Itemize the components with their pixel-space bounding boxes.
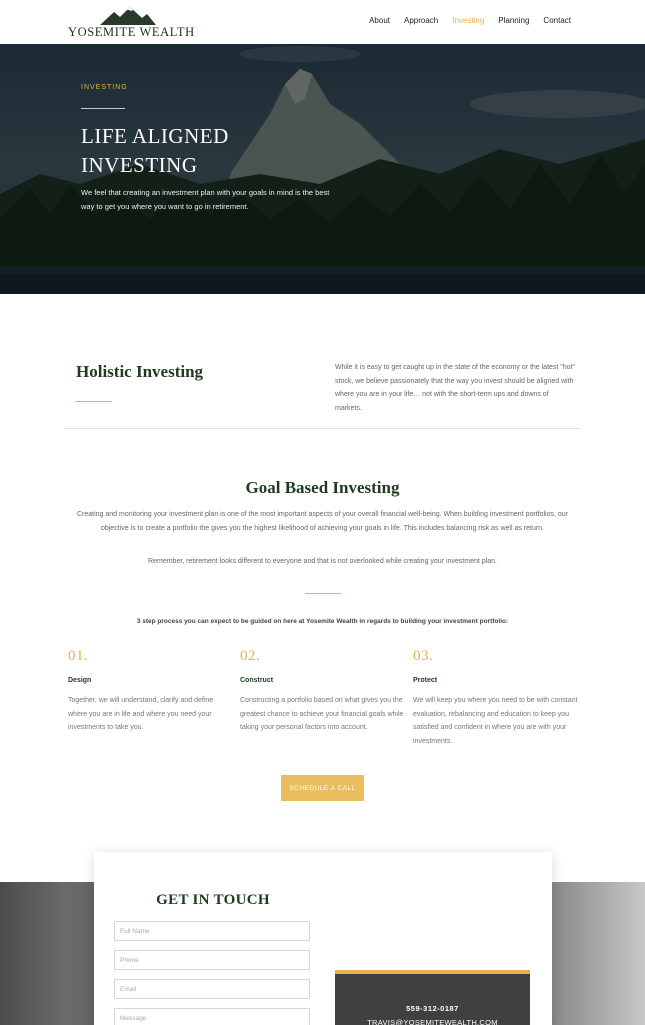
message-field[interactable] xyxy=(114,1008,310,1025)
contact-title: GET IN TOUCH xyxy=(156,892,270,908)
contact-card xyxy=(94,852,552,1025)
step-text: Constructing a portfolio based on what gives you the greatest chance to achieve your financial goals while taking your personal factors into account. xyxy=(240,697,404,731)
hero-kicker: INVESTING xyxy=(81,84,128,91)
contact-phone[interactable]: 559-312-0187 xyxy=(406,1004,459,1013)
step-construct xyxy=(240,648,405,735)
goal-text: Creating and monitoring your investment plan is one of the most important aspects of your overall financial well-being. When building investment portfolios, our objective is to create a portfolio the gives you the highest likelihood of achieving your goals in life. This includes balancing risk as well as return. xyxy=(76,511,569,532)
holistic-divider xyxy=(76,401,112,402)
hero-divider xyxy=(81,108,125,109)
step-title: Protect xyxy=(413,677,438,684)
section-divider xyxy=(64,428,581,429)
step-number: 02. xyxy=(240,648,261,664)
steps-intro: 3 step process you can expect to be guided on here at Yosemite Wealth in regards to building your investment portfolio: xyxy=(136,618,509,625)
step-text: Together, we will understand, clarify and define where you are in life and where you need your investments to take you. xyxy=(68,697,214,731)
goal-divider xyxy=(305,593,341,594)
nav-about[interactable]: About xyxy=(369,16,390,25)
nav-investing[interactable]: Investing xyxy=(452,16,485,25)
full-name-field[interactable] xyxy=(114,921,310,941)
schedule-call-button[interactable]: SCHEDULE A CALL xyxy=(281,775,364,801)
nav-contact[interactable]: Contact xyxy=(543,16,571,25)
phone-field[interactable] xyxy=(114,950,310,970)
contact-email[interactable]: TRAVIS@YOSEMITEWEALTH.COM xyxy=(367,1018,498,1025)
step-number: 01. xyxy=(68,648,89,664)
step-number: 03. xyxy=(413,648,434,664)
holistic-text: While it is easy to get caught up in the state of the economy or the latest "hot" stock, we believe passionately that the way you invest should be aligned with where you are in your life… not with the short-term ups and downs of markets. xyxy=(335,364,575,412)
step-design xyxy=(68,648,233,735)
logo[interactable] xyxy=(68,6,195,40)
step-title: Design xyxy=(68,677,92,684)
nav-planning[interactable]: Planning xyxy=(498,16,530,25)
contact-info-box xyxy=(335,970,530,1025)
step-text: We will keep you where you need to be with constant evaluation, rebalancing and education to keep you satisfied and confident in where you are with your investments. xyxy=(413,697,578,745)
hero-banner xyxy=(0,44,645,294)
email-field[interactable] xyxy=(114,979,310,999)
mountain-icon xyxy=(100,6,156,26)
hero-title: LIFE ALIGNED INVESTING xyxy=(81,124,229,177)
goal-text-secondary: Remember, retirement looks different to everyone and that is not overlooked while creating your investment plan. xyxy=(148,558,497,565)
main-menu xyxy=(355,16,571,25)
nav-approach[interactable]: Approach xyxy=(404,16,439,25)
step-protect xyxy=(413,648,578,748)
hero-text: We feel that creating an investment plan with your goals in mind is the best way to get you where you want to go in retirement. xyxy=(81,188,330,211)
step-title: Construct xyxy=(240,677,274,684)
goal-title: Goal Based Investing xyxy=(245,478,400,497)
holistic-title: Holistic Investing xyxy=(76,362,204,381)
top-nav xyxy=(0,0,645,44)
logo-text: YOSEMITE WEALTH xyxy=(68,25,195,39)
